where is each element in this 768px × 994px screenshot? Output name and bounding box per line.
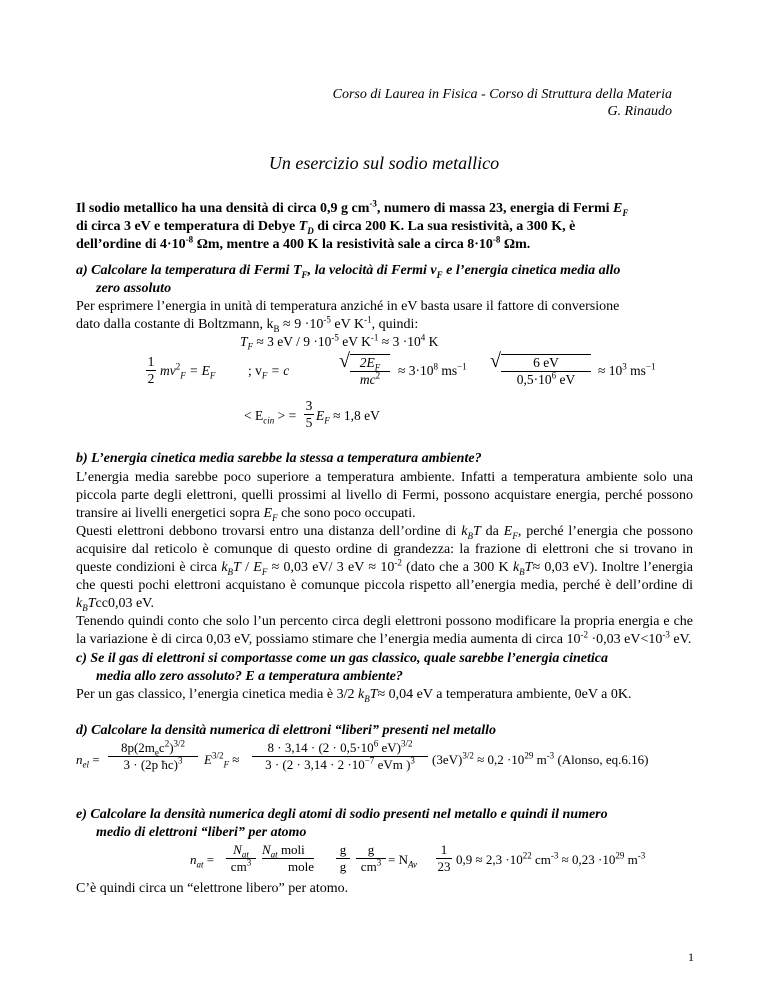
answer-b-para-2: Questi elettroni debbono trovarsi entro una distanza dell’ordine di $k_BT$ da $E_F$, perché l’energia che possono acquisire dal reticolo è comunque di questo ordine di grandezza: la frazione di elettroni che si trovano in queste condizioni è circa $k_BT / E_F \approx 0,03$ eV/ 3 eV ≈ $10^{-2}$ (dato che a 300 K $k_BT\approx 0,03$ eV). Inoltre l’energia che questi pochi elettroni acquistano è comunque piccola rispetto all’energia media, perché è dell’ordine di $k_BTcc0,03$ eV. [76, 524, 693, 613]
answer-a-text: Per esprimere l’energia in unità di temperatura anziché in eV basta usare il fattore di conversione dato dalla costante di Boltzmann, $k_B \approx 9 \cdot 10^{-5}$ eV $K^{-1}$, quindi: [76, 299, 620, 334]
answer-b-para-1: L’energia media sarebbe poco superiore a temperatura ambiente. Infatti a temperatura ambiente solo una piccola parte degli elettroni, quelli prossimi al livello di Fermi, possono acquistare energia, perché possono transire ai livelli energetici sopra $E_F$ che sono poco occupati. [76, 470, 693, 523]
question-c: c) Se il gas di elettroni si comportasse come un gas classico, quale sarebbe l’energia cinetica media allo zero assoluto? E a temperatura ambiente? [76, 651, 608, 684]
intro-line-1: Il sodio metallico ha una densità di circa 0,9 g $cm^{-3}$, numero di massa 23, energia di Fermi $E_F$ [76, 198, 629, 218]
page-title: Un esercizio sul sodio metallico [268, 153, 500, 173]
question-e: e) Calcolare la densità numerica degli atomi di sodio presenti nel metallo e quindi il numero medio di elettroni “liberi” per atomo [76, 807, 608, 840]
author-name: G. Rinaudo [607, 104, 672, 119]
mean-kinetic-energy-equation: < $E_{cin}$ > = 3 5 $E_F \approx 1,8$ eV [244, 398, 380, 430]
electron-density-equation: $n_{el}$ = $8p(2m_ec^2)^{3/2}$ 3 · (2p ħc)$^3$ $E^{3/2}_F$ ≈ $8 \cdot 3,14 \cdot (2 \cdot 0,5\cdot 10^6$ eV)$^{3/2}$ $3 \cdot (2 \cdot 3,14 \cdot 2 \cdot 10^{-7}$ eVm )$^3$ $(3eV)^{3/2} \approx 0,2 \cdot 10^{29}$ $m^{-3}$ (Alonso, eq.6.16) [76, 738, 649, 772]
question-b: b) L’energia cinetica media sarebbe la stessa a temperatura ambiente? [76, 451, 482, 466]
question-d: d) Calcolare la densità numerica di elettroni “liberi” presenti nel metallo [76, 723, 496, 738]
fermi-temperature-equation: $T_F \approx 3$ eV / $9 \cdot 10^{-5}$ eV $K^{-1} \approx 3 \cdot 10^4$ K [240, 332, 439, 352]
intro-line-2: di circa 3 eV e temperatura di Debye $T_D$ di circa 200 K. La sua resistività, a 300 K, è [76, 219, 576, 236]
intro-paragraph [76, 200, 693, 254]
course-name: Corso di Laurea in Fisica - Corso di Struttura della Materia [332, 87, 672, 102]
answer-b-para-3: Tenendo quindi conto che solo l’un percento circa degli elettroni possono modificare la propria energia e che la variazione è di circa 0,03 eV, possiamo stimare che l’energia media aumenta di circa $10^{-2} \cdot 0,03$ $eV<10^{-3}$ eV. [76, 614, 693, 647]
answer-c-text: Per un gas classico, l’energia cinetica media è 3/2 $k_BT\approx 0,04$ eV a temperatura ambiente, 0eV a 0K. [76, 687, 632, 704]
atom-density-equation: $n_{at}$ = $N_{at}$ $cm^3$ $N_{at}$ moli mole g g g $cm^3$ = $N_{Av}$ 1 23 $0,9 \approx 2,3 \cdot 10^{22}$ $cm^{-3} \approx 0,23 \cdot 10^{29}$ $m^{-3}$ [190, 842, 646, 874]
question-a: a) Calcolare la temperatura di Fermi $T_F$, la velocità di Fermi $v_F$ e l’energia cinetica media allo zero assoluto [76, 263, 621, 296]
page-number: 1 [688, 950, 694, 964]
fermi-velocity-equation: 1 2 $mv^2_F = E_F$ ; $v_F = c$ √ $2E_F$ $mc^2$ ≈ $3\cdot 10^8$ $ms^{-1}$ √ 6 eV $0,5\cdot 10^6$ eV ≈ $10^3$ $ms^{-1}$ [147, 350, 656, 387]
course-header [333, 86, 672, 120]
answer-b-text [76, 469, 693, 649]
intro-line-3: dell’ordine di $4\cdot 10^{-8}$ Ωm, mentre a 400 K la resistività sale a circa $8\cdot 10^{-8}$ Ωm. [76, 234, 531, 252]
conclusion-text: C’è quindi circa un “elettrone libero” per atomo. [76, 881, 349, 896]
